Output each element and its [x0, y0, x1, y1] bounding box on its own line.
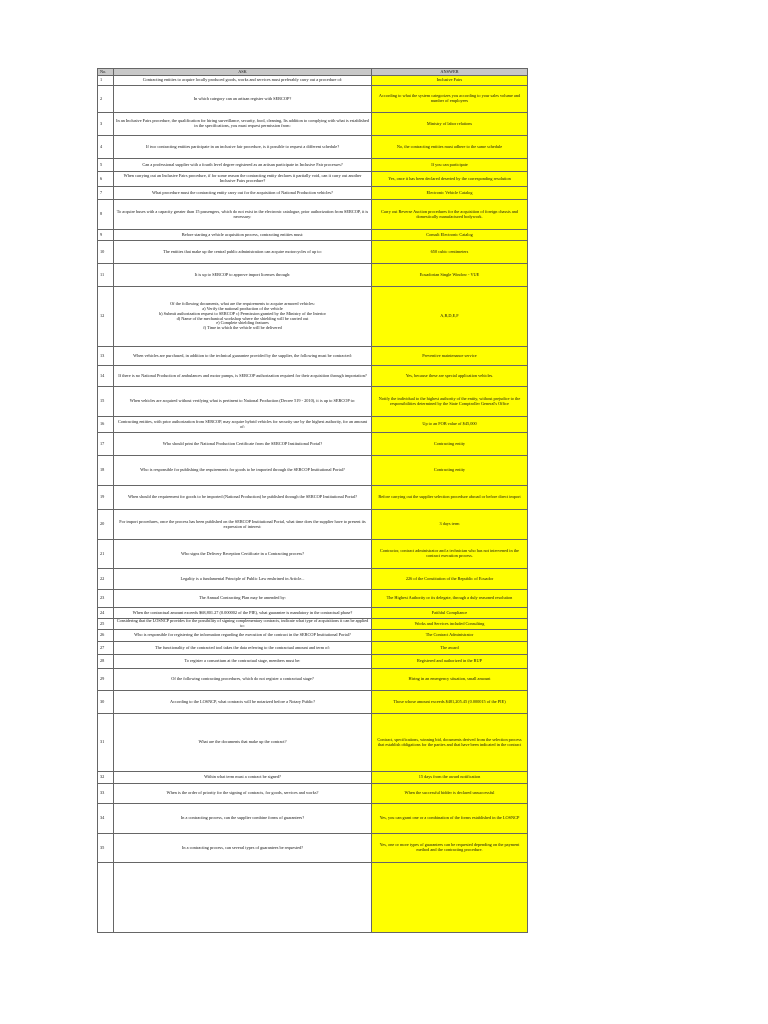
question-cell: Who is responsible for registering the information regarding the execution of the contract in the SERCOP Institutional Portal? [114, 630, 372, 642]
answer-cell: Contracting entity [372, 433, 528, 456]
row-number: 24 [98, 608, 114, 619]
row-number: 3 [98, 113, 114, 136]
table-row [98, 172, 528, 187]
table-row [98, 804, 528, 834]
question-cell: The Annual Contracting Plan may be amended by: [114, 590, 372, 608]
answer-cell: 3 days term [372, 510, 528, 540]
header-ask: ASK [114, 69, 372, 76]
question-cell: When the contractual amount exceeds $68,801.27 (0.000002 of the PIE), what guarantee is mandatory in the contractual phase? [114, 608, 372, 619]
table-row [98, 136, 528, 159]
answer-cell: Yes, once it has been declared deserted by the corresponding resolution [372, 172, 528, 187]
question-cell: To register a consortium at the contractual stage, members must be: [114, 655, 372, 669]
row-number: 10 [98, 241, 114, 264]
answer-cell: Contracting entity [372, 456, 528, 486]
question-cell: If two contracting entities participate in an inclusive fair procedure, is it possible to request a different schedule? [114, 136, 372, 159]
row-number: 15 [98, 387, 114, 417]
answer-cell: Works and Services included Consulting [372, 619, 528, 630]
answer-cell: The Contract Administrator [372, 630, 528, 642]
table-row [98, 642, 528, 655]
question-cell: What procedure must the contracting entity carry out for the acquisition of National Production vehicles? [114, 187, 372, 200]
table-row [98, 486, 528, 510]
table-row [98, 834, 528, 863]
question-cell: Of the following documents, what are the requirements to acquire armored vehicles: a) Verify the national production of the vehicle b) Submit authorization request to SERCOP c) Permission granted by the Ministry of the Interior d) Name of the mechanical workshop where the shielding will be carried out e) Complete shielding features f) Time in which the vehicle will be delivered [114, 287, 372, 347]
answer-cell: If you can participate [372, 159, 528, 172]
row-number: 25 [98, 619, 114, 630]
table-row [98, 863, 528, 933]
table-row [98, 264, 528, 287]
table-row [98, 159, 528, 172]
answer-cell: Contract, specifications, winning bid, documents derived from the selection process that establish obligations for the parties and that have been indicated in the contract [372, 714, 528, 772]
table-row [98, 241, 528, 264]
question-cell: The functionality of the contracted tool takes the data referring to the contractual amount and term of: [114, 642, 372, 655]
question-cell: Who should print the National Production Certificate from the SERCOP Institutional Portal? [114, 433, 372, 456]
table-row [98, 200, 528, 230]
question-cell: In an Inclusive Fairs procedure, the qualification for hiring surveillance, security, food, cleaning, Its addition to complying with what is established in the specifications, you must request permission from: [114, 113, 372, 136]
question-cell: In a contracting process, can several types of guarantees be requested? [114, 834, 372, 863]
table-row [98, 456, 528, 486]
table-row [98, 669, 528, 691]
row-number: 9 [98, 230, 114, 241]
answer-cell: No, the contracting entities must adhere to the same schedule [372, 136, 528, 159]
row-number: 17 [98, 433, 114, 456]
table-row [98, 691, 528, 714]
table-row [98, 619, 528, 630]
table-row [98, 784, 528, 804]
row-number: 13 [98, 347, 114, 366]
answer-cell: Inclusive Fairs [372, 76, 528, 86]
row-number: 23 [98, 590, 114, 608]
qa-table [97, 68, 528, 933]
answer-cell [372, 863, 528, 933]
row-number: 5 [98, 159, 114, 172]
answer-cell: Preventive maintenance service [372, 347, 528, 366]
table-row [98, 590, 528, 608]
question-cell [114, 863, 372, 933]
question-cell: Of the following contracting procedures, which do not register a contractual stage? [114, 669, 372, 691]
table-row [98, 608, 528, 619]
row-number: 29 [98, 669, 114, 691]
table-row [98, 714, 528, 772]
row-number: 30 [98, 691, 114, 714]
row-number: 27 [98, 642, 114, 655]
row-number: 4 [98, 136, 114, 159]
row-number: 33 [98, 784, 114, 804]
question-cell: Who signs the Delivery Reception Certificate in a Contracting process? [114, 540, 372, 569]
row-number: 11 [98, 264, 114, 287]
row-number: 31 [98, 714, 114, 772]
table-row [98, 86, 528, 113]
answer-cell: 15 days from the award notification [372, 772, 528, 784]
row-number: 14 [98, 366, 114, 387]
table-row [98, 230, 528, 241]
question-cell: When vehicles are purchased, in addition to the technical guarantee provided by the supplier, the following must be contracted: [114, 347, 372, 366]
table-row [98, 433, 528, 456]
answer-cell: Yes, because these are special application vehicles. [372, 366, 528, 387]
table-row [98, 630, 528, 642]
answer-cell: Ministry of labor relations [372, 113, 528, 136]
answer-cell: Carry out Reverse Auction procedures for the acquisition of foreign chassis and domestically manufactured bodywork. [372, 200, 528, 230]
question-cell: Who is responsible for publishing the requirements for goods to be imported through the SERCOP Institutional Portal? [114, 456, 372, 486]
answer-cell: 226 of the Constitution of the Republic of Ecuador [372, 569, 528, 590]
answer-cell: Notify the individual to the highest authority of the entity, without prejudice to the responsibilities determined by the State Comptroller General's Office [372, 387, 528, 417]
table-row [98, 417, 528, 433]
table-row [98, 187, 528, 200]
question-cell: Contracting entities to acquire locally produced goods, works and services must preferably carry out a procedure of: [114, 76, 372, 86]
header-no: No. [98, 69, 114, 76]
question-cell: Within what term must a contract be signed? [114, 772, 372, 784]
row-number: 35 [98, 834, 114, 863]
answer-cell: The award [372, 642, 528, 655]
question-cell: It is up to SERCOP to approve import licenses through: [114, 264, 372, 287]
row-number: 1 [98, 76, 114, 86]
question-cell: For import procedures, once the process has been published on the SERCOP Institutional Portal, what time does the supplier have to present its expression of interest: [114, 510, 372, 540]
answer-cell: According to what the system categorizes you according to your sales volume and number of employees [372, 86, 528, 113]
row-number: 16 [98, 417, 114, 433]
question-cell: When carrying out an Inclusive Fairs procedure, if for some reason the contracting entity declares it partially void, can it carry out another Inclusive Fairs procedure? [114, 172, 372, 187]
answer-cell: Before carrying out the supplier selection procedure abroad or before direct import [372, 486, 528, 510]
table-row [98, 113, 528, 136]
header-answer: ANSWER [372, 69, 528, 76]
table-row [98, 347, 528, 366]
answer-cell: 650 cubic centimeters [372, 241, 528, 264]
row-number: 34 [98, 804, 114, 834]
answer-cell: Contractor, contract administrator and a technician who has not intervened in the contract execution process. [372, 540, 528, 569]
question-cell: When is the order of priority for the signing of contracts, for goods, services and works? [114, 784, 372, 804]
table-row [98, 569, 528, 590]
row-number: 12 [98, 287, 114, 347]
row-number: 32 [98, 772, 114, 784]
spreadsheet-table-container [97, 68, 527, 933]
table-row [98, 287, 528, 347]
table-row [98, 387, 528, 417]
row-number [98, 863, 114, 933]
row-number: 20 [98, 510, 114, 540]
table-row [98, 655, 528, 669]
question-cell: The entities that make up the central public administration can acquire motorcycles of up to: [114, 241, 372, 264]
question-cell: What are the documents that make up the contract? [114, 714, 372, 772]
question-cell: When vehicles are acquired without verifying what is pertinent to National Production (Decree 519 - 2010), it is up to SERCOP to: [114, 387, 372, 417]
table-row [98, 76, 528, 86]
question-cell: Before starting a vehicle acquisition process, contracting entities must: [114, 230, 372, 241]
row-number: 6 [98, 172, 114, 187]
answer-cell: Faithful Compliance [372, 608, 528, 619]
answer-cell: Hiring in an emergency situation, small amount [372, 669, 528, 691]
row-number: 26 [98, 630, 114, 642]
row-number: 19 [98, 486, 114, 510]
row-number: 21 [98, 540, 114, 569]
table-row [98, 540, 528, 569]
row-number: 28 [98, 655, 114, 669]
table-body [98, 76, 528, 933]
answer-cell: A,B,D,E,F [372, 287, 528, 347]
question-cell: Contracting entities, with prior authorization from SERCOP, may acquire hybrid vehicles for security use by the highest authority, for an amount of: [114, 417, 372, 433]
row-number: 8 [98, 200, 114, 230]
question-cell: Can a professional supplier with a fourth level degree registered as an artisan participate in Inclusive Fair processes? [114, 159, 372, 172]
question-cell: If there is no National Production of ambulances and motor pumps, is SERCOP authorization required for their acquisition through importation? [114, 366, 372, 387]
row-number: 22 [98, 569, 114, 590]
question-cell: Considering that the LOSNCP provides for the possibility of signing complementary contracts, indicate what type of acquisitions it can be applied to: [114, 619, 372, 630]
row-number: 18 [98, 456, 114, 486]
answer-cell: Ecuadorian Single Window - VUE [372, 264, 528, 287]
question-cell: When should the requirement for goods to be imported (National Production) be published through the SERCOP Institutional Portal? [114, 486, 372, 510]
table-row [98, 772, 528, 784]
answer-cell: Those whose amount exceeds $481,205.45 (0.000015 of the PIE) [372, 691, 528, 714]
answer-cell: Up to an FOB value of $45,000 [372, 417, 528, 433]
answer-cell: Yes, you can grant one or a combination of the forms established in the LOSNCP [372, 804, 528, 834]
row-number: 7 [98, 187, 114, 200]
question-cell: In which category can an artisan register with SERCOP? [114, 86, 372, 113]
answer-cell: Electronic Vehicle Catalog [372, 187, 528, 200]
table-row [98, 510, 528, 540]
question-cell: To acquire buses with a capacity greater than 15 passengers, which do not exist in the electronic catalogue, prior authorization from SERCOP, it is necessary: [114, 200, 372, 230]
answer-cell: Registered and authorized in the RUP [372, 655, 528, 669]
question-cell: Legality is a fundamental Principle of Public Law enshrined in Article... [114, 569, 372, 590]
question-cell: In a contracting process, can the supplier combine forms of guarantees? [114, 804, 372, 834]
answer-cell: When the successful bidder is declared unsuccessful [372, 784, 528, 804]
question-cell: According to the LOSNCP, what contracts will be notarized before a Notary Public? [114, 691, 372, 714]
row-number: 2 [98, 86, 114, 113]
answer-cell: Yes, one or more types of guarantees can be requested depending on the payment method and the contracting procedure. [372, 834, 528, 863]
answer-cell: Consult Electronic Catalog [372, 230, 528, 241]
table-row [98, 366, 528, 387]
header-row [98, 69, 528, 76]
answer-cell: The Highest Authority or its delegate, through a duly reasoned resolution [372, 590, 528, 608]
